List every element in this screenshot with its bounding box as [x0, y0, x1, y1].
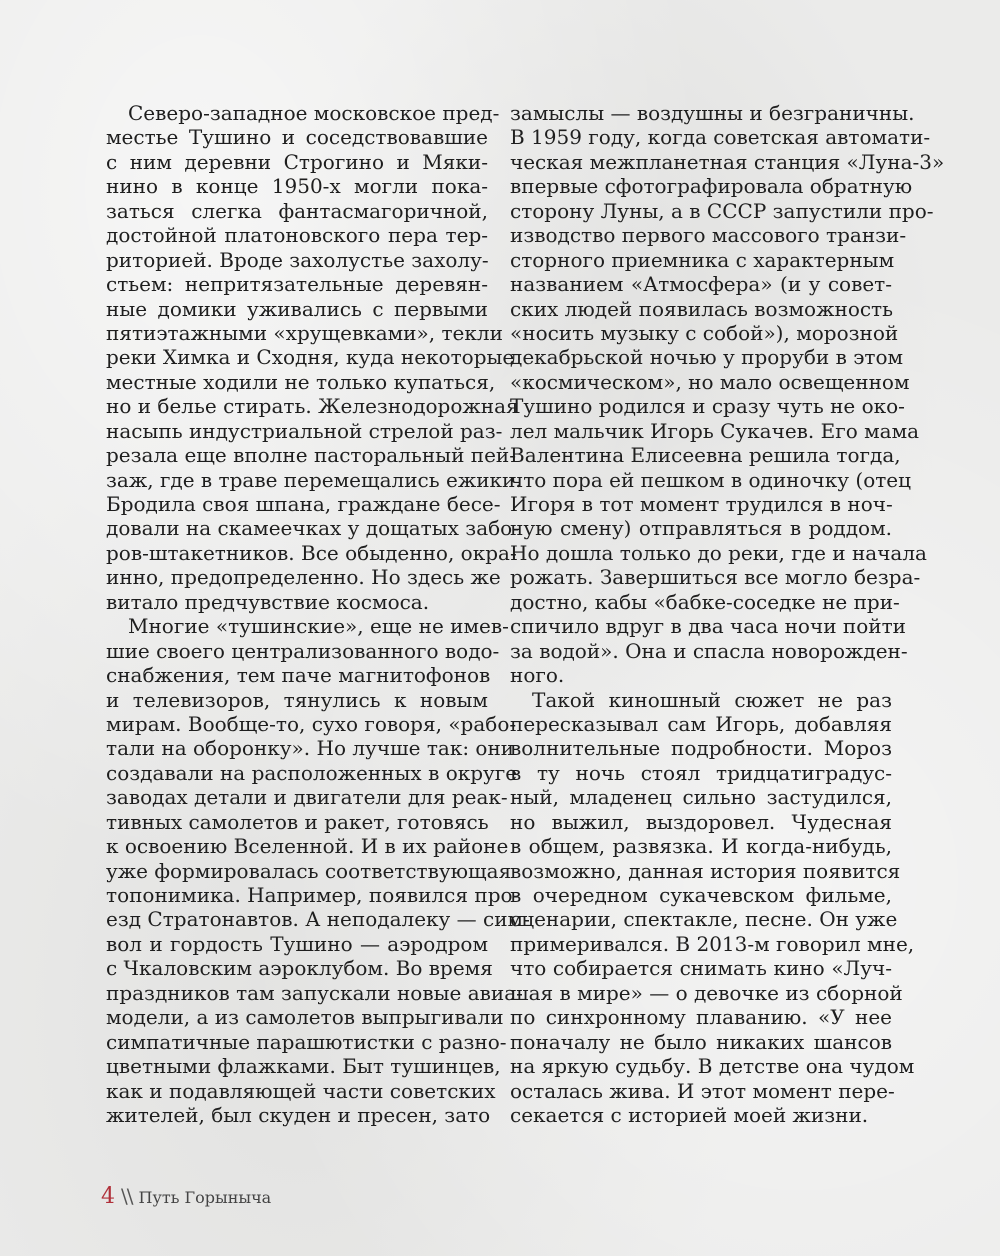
text-line: шая в мире» — о девочке из сборной [510, 980, 903, 1005]
text-line: но выжил, выздоровел. Чудесная [510, 809, 892, 834]
text-line: жителей, был скуден и пресен, зато [106, 1102, 491, 1127]
text-line: в ту ночь стоял тридцатиградус- [510, 760, 892, 785]
text-line: Тушино родился и сразу чуть не око- [510, 394, 905, 419]
text-line: ный, младенец сильно застудился, [510, 785, 892, 810]
text-line: за водой». Она и спасла новорожден- [510, 638, 908, 663]
text-line: с ним деревни Строгино и Мяки- [106, 149, 488, 174]
text-line: Бродила своя шпана, граждане бесе- [106, 492, 501, 516]
text-line: тивных самолетов и ракет, готовясь [106, 809, 489, 834]
text-line: что пора ей пешком в одиночку (отец [510, 467, 912, 492]
text-line: Игоря в тот момент трудился в ноч- [510, 492, 893, 516]
page-number: 4 [101, 1184, 115, 1209]
text-line: пятиэтажными «хрущевками», текли [106, 320, 503, 345]
text-line: заться слегка фантасмагоричной, [106, 198, 488, 223]
text-line: волнительные подробности. Мороз [510, 736, 892, 761]
text-line: по синхронному плаванию. «У нее [510, 1005, 892, 1030]
text-line: В 1959 году, когда советская автомати- [510, 125, 931, 150]
text-line: довали на скамеечках у дощатых забо- [106, 516, 519, 541]
text-line: риторией. Вроде захолустье захолу- [106, 247, 489, 272]
text-line: рожать. Завершиться все могло безра- [510, 565, 921, 590]
text-line: ров-штакетников. Все обыденно, окра- [106, 540, 517, 565]
text-line: нино в конце 1950-х могли пока- [106, 174, 488, 199]
right-text-column [510, 101, 945, 1127]
text-line: с Чкаловским аэроклубом. Во время [106, 956, 493, 981]
text-line: но и белье стирать. Железнодорожная [106, 394, 519, 419]
text-line: заводах детали и двигатели для реак- [106, 785, 508, 810]
text-line: спичило вдруг в два часа ночи пойти [510, 614, 906, 639]
text-line: к освоению Вселенной. И в их районе [106, 834, 509, 859]
text-line: местье Тушино и соседствовавшие [106, 125, 488, 150]
text-line: «космическом», но мало освещенном [510, 369, 910, 394]
text-line: достно, кабы «бабке-соседке не при- [510, 589, 900, 614]
text-line: ских людей появилась возможность [510, 296, 894, 321]
text-line: достойной платоновского пера тер- [106, 223, 488, 248]
text-line: езд Стратонавтов. А неподалеку — сим- [106, 907, 530, 932]
text-line: реки Химка и Сходня, куда некоторые [106, 345, 515, 370]
text-line: симпатичные парашютистки с разно- [106, 1029, 507, 1054]
text-line: Такой киношный сюжет не раз [532, 687, 892, 712]
text-line: ческая межпланетная станция «Луна-3» [510, 149, 945, 174]
footer-separator: \\ [121, 1184, 133, 1208]
text-line: Валентина Елисеевна решила тогда, [510, 443, 901, 468]
text-line: лел мальчик Игорь Сукачев. Его мама [510, 418, 920, 443]
text-line: заж, где в траве перемещались ежики. [106, 467, 522, 492]
text-line: Но дошла только до реки, где и начала [510, 540, 927, 565]
text-line: сценарии, спектакле, песне. Он уже [510, 907, 898, 932]
text-line: уже формировалась соответствующая [106, 858, 512, 883]
text-line: создавали на расположенных в округе [106, 760, 518, 785]
text-line: инно, предопределенно. Но здесь же [106, 565, 501, 590]
text-line: ного. [510, 663, 565, 688]
text-line: сторону Луны, а в СССР запустили про- [510, 198, 934, 223]
text-line: секается с историей моей жизни. [510, 1102, 869, 1127]
text-line: модели, а из самолетов выпрыгивали [106, 1005, 504, 1030]
text-line: сторного приемника с характерным [510, 247, 895, 272]
text-line: резала еще вполне пасторальный пей- [106, 443, 517, 468]
text-line: и телевизоров, тянулись к новым [106, 687, 488, 712]
text-line: названием «Атмосфера» (и у совет- [510, 272, 892, 297]
text-line: примеривался. В 2013-м говорил мне, [510, 931, 915, 956]
text-line: «носить музыку с собой»), морозной [510, 320, 899, 345]
text-line: осталась жива. И этот момент пере- [510, 1078, 895, 1103]
text-line: праздников там запускали новые авиа- [106, 980, 523, 1005]
running-title: Путь Горыныча [138, 1188, 272, 1207]
text-line: как и подавляющей части советских [106, 1078, 496, 1103]
text-line: насыпь индустриальной стрелой раз- [106, 418, 503, 443]
text-line: цветными флажками. Быт тушинцев, [106, 1054, 501, 1079]
text-line: топонимика. Например, появился про- [106, 883, 520, 907]
text-line: стьем: непритязательные деревян- [106, 272, 488, 297]
text-line: шие своего централизованного водо- [106, 638, 500, 663]
text-line: ные домики уживались с первыми [106, 296, 488, 321]
text-line: витало предчувствие космоса. [106, 589, 430, 614]
text-line: замыслы — воздушны и безграничны. [510, 101, 915, 125]
text-line: местные ходили не только купаться, [106, 369, 496, 394]
text-line: мирам. Вообще-то, сухо говоря, «рабо- [106, 711, 517, 736]
text-line: в очередном сукачевском фильме, [510, 883, 892, 907]
page-footer [101, 1184, 271, 1212]
text-line: впервые сфотографировала обратную [510, 174, 913, 199]
left-text-column [106, 101, 530, 1127]
text-line: тали на оборонку». Но лучше так: они [106, 736, 515, 761]
text-line: на яркую судьбу. В детстве она чудом [510, 1054, 915, 1079]
text-line: ную смену) отправляться в роддом. [510, 516, 892, 541]
text-line: вол и гордость Тушино — аэродром [106, 931, 488, 956]
text-line: пересказывал сам Игорь, добавляя [510, 711, 892, 736]
text-line: декабрьской ночью у проруби в этом [510, 345, 904, 370]
text-line: Северо-западное московское пред- [128, 101, 500, 125]
text-line: снабжения, тем паче магнитофонов [106, 663, 491, 688]
text-line: Многие «тушинские», еще не имев- [128, 614, 509, 639]
text-line: возможно, данная история появится [510, 858, 901, 883]
text-line: что собирается снимать кино «Луч- [510, 956, 892, 981]
text-line: в общем, развязка. И когда-нибудь, [510, 834, 892, 859]
text-line: поначалу не было никаких шансов [510, 1029, 892, 1054]
text-line: изводство первого массового транзи- [510, 223, 907, 248]
